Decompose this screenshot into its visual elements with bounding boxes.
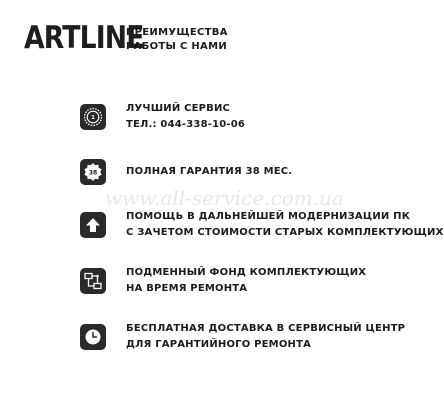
benefit-line-1: ЛУЧШИЙ СЕРВИС bbox=[126, 103, 231, 114]
benefit-line-1: ПОМОЩЬ В ДАЛЬНЕЙШЕЙ МОДЕРНИЗАЦИИ ПК bbox=[126, 211, 411, 222]
clock-icon bbox=[80, 324, 106, 350]
benefit-text bbox=[126, 265, 366, 297]
warranty-badge-label: 38 bbox=[88, 169, 98, 177]
benefit-line-2: ТЕЛ.: 044-338-10-06 bbox=[126, 119, 246, 130]
benefit-line-2: С ЗАЧЕТОМ СТОИМОСТИ СТАРЫХ КОМПЛЕКТУЮЩИХ bbox=[126, 227, 444, 238]
heading-line-1: ПРЕИМУЩЕСТВА bbox=[126, 27, 228, 38]
benefit-text bbox=[126, 101, 245, 133]
section-heading bbox=[126, 26, 228, 54]
badge-service-icon bbox=[80, 104, 106, 130]
watermark: www.all-service.com.ua bbox=[105, 186, 344, 210]
benefit-line-1: ПОДМЕННЫЙ ФОНД КОМПЛЕКТУЮЩИХ bbox=[126, 267, 367, 278]
logo-text: ARTLINE bbox=[24, 20, 144, 56]
replacement-flow-icon bbox=[80, 268, 106, 294]
benefit-text bbox=[126, 209, 444, 241]
benefit-line-1: ПОЛНАЯ ГАРАНТИЯ 38 МЕС. bbox=[126, 166, 293, 177]
heading-line-2: РАБОТЫ С НАМИ bbox=[126, 41, 228, 52]
warranty-badge-icon bbox=[80, 159, 106, 185]
benefit-line-2: ДЛЯ ГАРАНТИЙНОГО РЕМОНТА bbox=[126, 339, 312, 350]
benefit-text bbox=[126, 164, 292, 180]
benefit-line-2: НА ВРЕМЯ РЕМОНТА bbox=[126, 283, 248, 294]
arrow-up-icon bbox=[80, 212, 106, 238]
benefit-line-1: БЕСПЛАТНАЯ ДОСТАВКА В СЕРВИСНЫЙ ЦЕНТР bbox=[126, 323, 406, 334]
benefit-text bbox=[126, 321, 405, 353]
svg-text:1: 1 bbox=[91, 115, 95, 122]
